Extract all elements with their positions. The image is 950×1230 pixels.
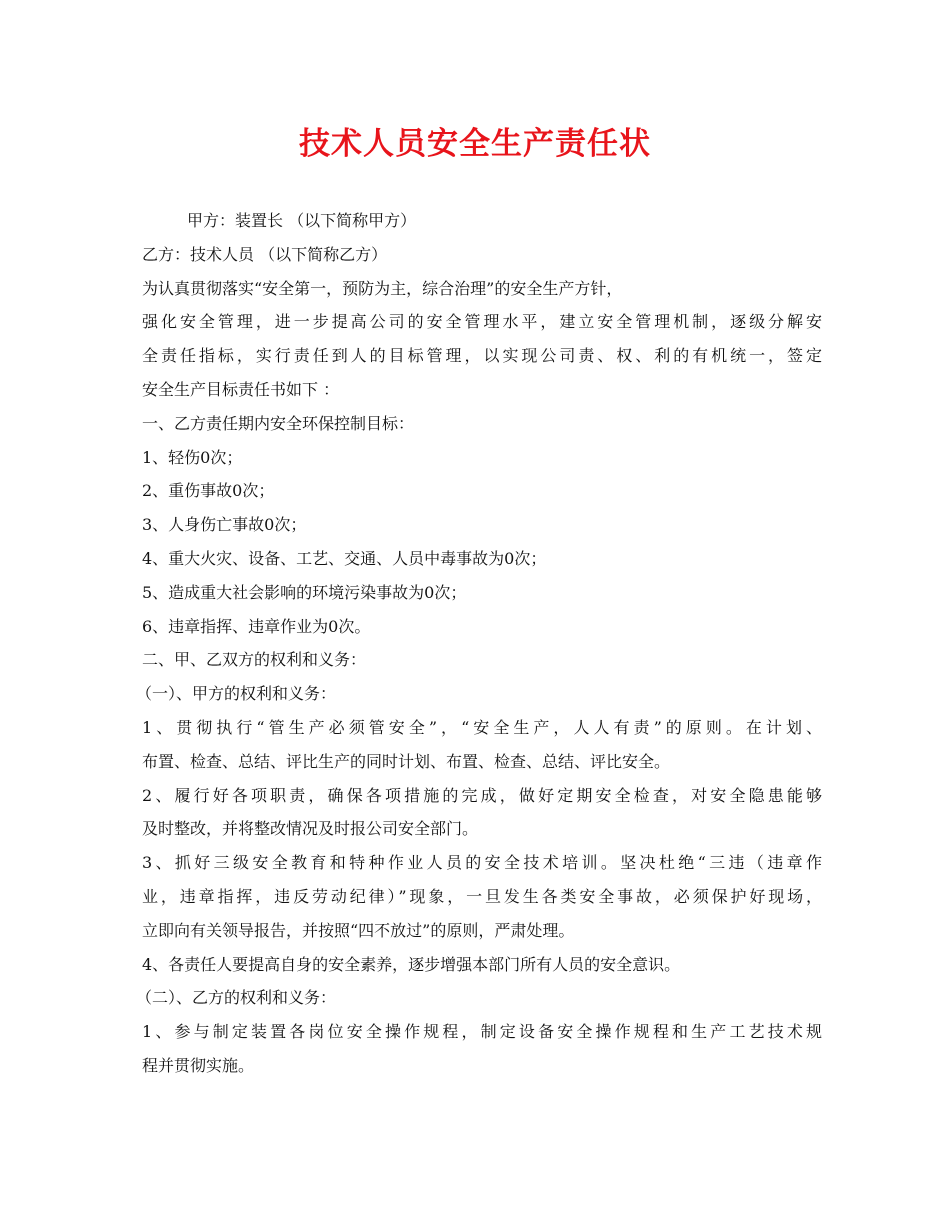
subsection-heading: （二）、乙方的权利和义务： bbox=[136, 988, 337, 1008]
intro-line: 强化安全管理，进一步提高公司的安全管理水平，建立安全管理机制，逐级分解安 bbox=[142, 312, 822, 332]
paragraph-line: 及时整改，并将整改情况及时报公司安全部门。 bbox=[142, 819, 479, 839]
paragraph-line: 布置、检查、总结、评比生产的同时计划、布置、检查、总结、评比安全。 bbox=[142, 751, 671, 771]
paragraph-line: 3、抓好三级安全教育和特种作业人员的安全技术培训。坚决杜绝“三违（违章作 bbox=[142, 853, 822, 873]
party-b-line: 乙方：技术人员 （以下简称乙方） bbox=[142, 244, 388, 264]
intro-line: 全责任指标，实行责任到人的目标管理，以实现公司责、权、利的有机统一，签定 bbox=[142, 346, 822, 366]
target-item: 5、造成重大社会影响的环境污染事故为0次； bbox=[142, 582, 467, 602]
paragraph-line: 1、贯彻执行“管生产必须管安全”，“安全生产，人人有责”的原则。在计划、 bbox=[142, 717, 822, 737]
target-item: 2、重伤事故0次； bbox=[142, 481, 275, 501]
intro-line: 安全生产目标责任书如下 ： bbox=[142, 379, 340, 399]
paragraph-line: 立即向有关领导报告，并按照“四不放过”的原则，严肃处理。 bbox=[142, 920, 575, 940]
paragraph-line: 4、各责任人要提高自身的安全素养，逐步增强本部门所有人员的安全意识。 bbox=[142, 954, 681, 974]
party-a-line: 甲方：装置长 （以下简称甲方） bbox=[187, 211, 417, 230]
target-item: 6、违章指挥、违章作业为0次。 bbox=[142, 616, 371, 636]
intro-line: 为认真贯彻落实“安全第一，预防为主，综合治理”的安全生产方针， bbox=[142, 278, 623, 298]
subsection-heading: （一）、甲方的权利和义务： bbox=[136, 684, 337, 704]
target-item: 1、轻伤0次； bbox=[142, 447, 243, 467]
paragraph-line: 2、履行好各项职责，确保各项措施的完成，做好定期安全检查，对安全隐患能够 bbox=[142, 785, 822, 805]
paragraph-line: 1、参与制定装置各岗位安全操作规程，制定设备安全操作规程和生产工艺技术规 bbox=[142, 1022, 822, 1042]
target-item: 3、人身伤亡事故0次； bbox=[142, 515, 307, 535]
paragraph-line: 程并贯彻实施。 bbox=[142, 1055, 255, 1075]
target-item: 4、重大火灾、设备、工艺、交通、人员中毒事故为0次； bbox=[142, 548, 547, 568]
document-body bbox=[136, 204, 822, 1083]
paragraph-line: 业，违章指挥，违反劳动纪律）”现象，一旦发生各类安全事故，必须保护好现场， bbox=[142, 886, 822, 906]
section-heading: 一、乙方责任期内安全环保控制目标： bbox=[142, 413, 415, 433]
section-heading: 二、甲、乙双方的权利和义务： bbox=[142, 650, 367, 670]
document-title: 技术人员安全生产责任状 bbox=[299, 126, 651, 162]
